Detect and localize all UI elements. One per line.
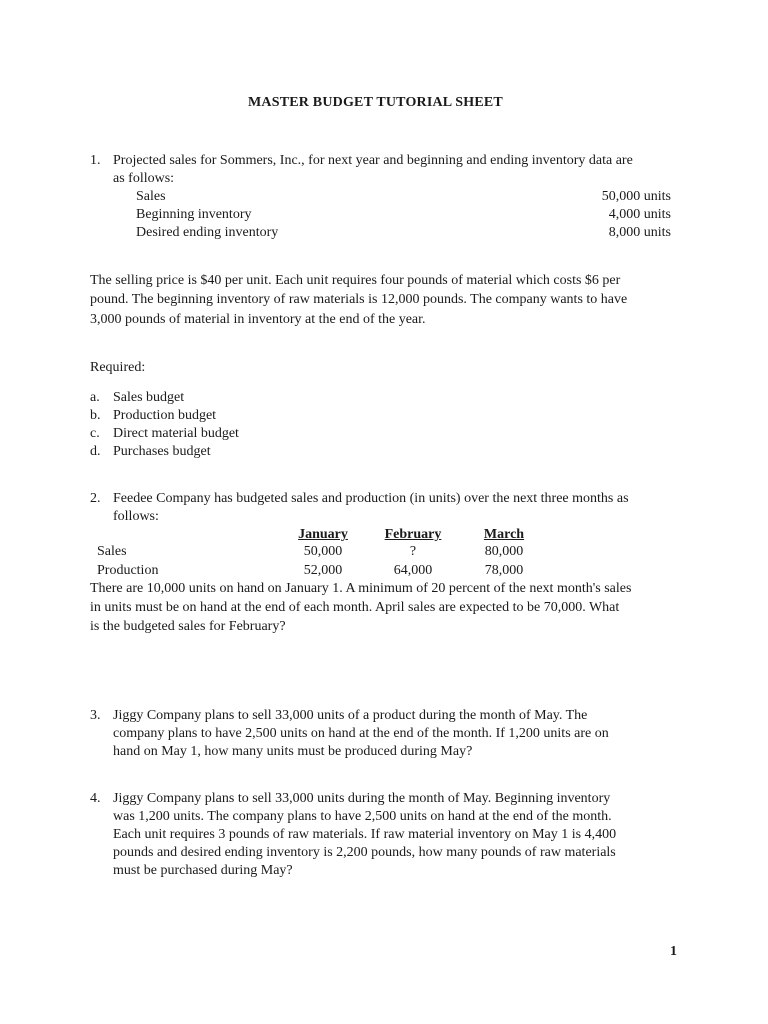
table-cell: 78,000 [484, 563, 524, 578]
table-cell: 50,000 [303, 544, 343, 559]
table-row-label: Sales [97, 544, 127, 559]
q1-text-line-1: Projected sales for Sommers, Inc., for next year and beginning and ending inventory data are [113, 153, 633, 168]
q1-item-label: Desired ending inventory [136, 225, 279, 240]
q1-paragraph-line: pound. The beginning inventory of raw materials is 12,000 pounds. The company wants to have [90, 292, 628, 307]
required-item-letter: b. [90, 408, 101, 423]
required-item-text: Purchases budget [113, 444, 211, 459]
q2-number: 2. [90, 491, 101, 506]
q1-item-value: 4,000 units [608, 207, 671, 222]
table-cell: 80,000 [484, 544, 524, 559]
q1-number: 1. [90, 153, 101, 168]
required-item-text: Production budget [113, 408, 217, 423]
required-item-text: Sales budget [113, 390, 185, 405]
q1-text-line-2: as follows: [113, 171, 175, 186]
required-item-letter: a. [90, 390, 100, 405]
q1-item-value: 8,000 units [608, 225, 671, 240]
q4-text-line: was 1,200 units. The company plans to have 2,500 units on hand at the end of the month. [113, 809, 612, 824]
q2-text-line-1: Feedee Company has budgeted sales and production (in units) over the next three months as [113, 491, 629, 506]
table-cell: 64,000 [393, 563, 433, 578]
q4-text-line: must be purchased during May? [113, 863, 293, 878]
q4-text-line: pounds and desired ending inventory is 2,200 pounds, how many pounds of raw materials [113, 845, 616, 860]
q1-item-label: Beginning inventory [136, 207, 252, 222]
q1-item-label: Sales [136, 189, 166, 204]
q1-paragraph-line: The selling price is $40 per unit. Each unit requires four pounds of material which costs $6 per [90, 273, 621, 288]
q3-text-line: Jiggy Company plans to sell 33,000 units of a product during the month of May. The [113, 708, 588, 723]
q2-text-line-2: follows: [113, 509, 159, 524]
page-number: 1 [670, 944, 677, 959]
required-item-text: Direct material budget [113, 426, 239, 441]
table-header-january: January [298, 527, 348, 542]
q1-item-value: 50,000 units [601, 189, 671, 204]
q4-number: 4. [90, 791, 101, 806]
page-title: MASTER BUDGET TUTORIAL SHEET [248, 95, 503, 110]
table-cell: ? [409, 544, 417, 559]
q1-paragraph-line: 3,000 pounds of material in inventory at the end of the year. [90, 312, 426, 327]
table-row-label: Production [97, 563, 159, 578]
table-header-february: February [384, 527, 442, 542]
q3-text-line: company plans to have 2,500 units on hand at the end of the month. If 1,200 units are on [113, 726, 609, 741]
q3-number: 3. [90, 708, 101, 723]
required-heading: Required: [90, 360, 146, 375]
table-cell: 52,000 [303, 563, 343, 578]
q3-text-line: hand on May 1, how many units must be produced during May? [113, 744, 473, 759]
q4-text-line: Jiggy Company plans to sell 33,000 units during the month of May. Beginning inventory [113, 791, 611, 806]
q2-paragraph-line: There are 10,000 units on hand on January 1. A minimum of 20 percent of the next month's sales [90, 581, 632, 596]
q2-paragraph-line: is the budgeted sales for February? [90, 619, 286, 634]
required-item-letter: c. [90, 426, 100, 441]
q4-text-line: Each unit requires 3 pounds of raw materials. If raw material inventory on May 1 is 4,400 [113, 827, 617, 842]
table-header-march: March [483, 527, 525, 542]
required-item-letter: d. [90, 444, 101, 459]
q2-paragraph-line: in units must be on hand at the end of each month. April sales are expected to be 70,000. What [90, 600, 620, 615]
